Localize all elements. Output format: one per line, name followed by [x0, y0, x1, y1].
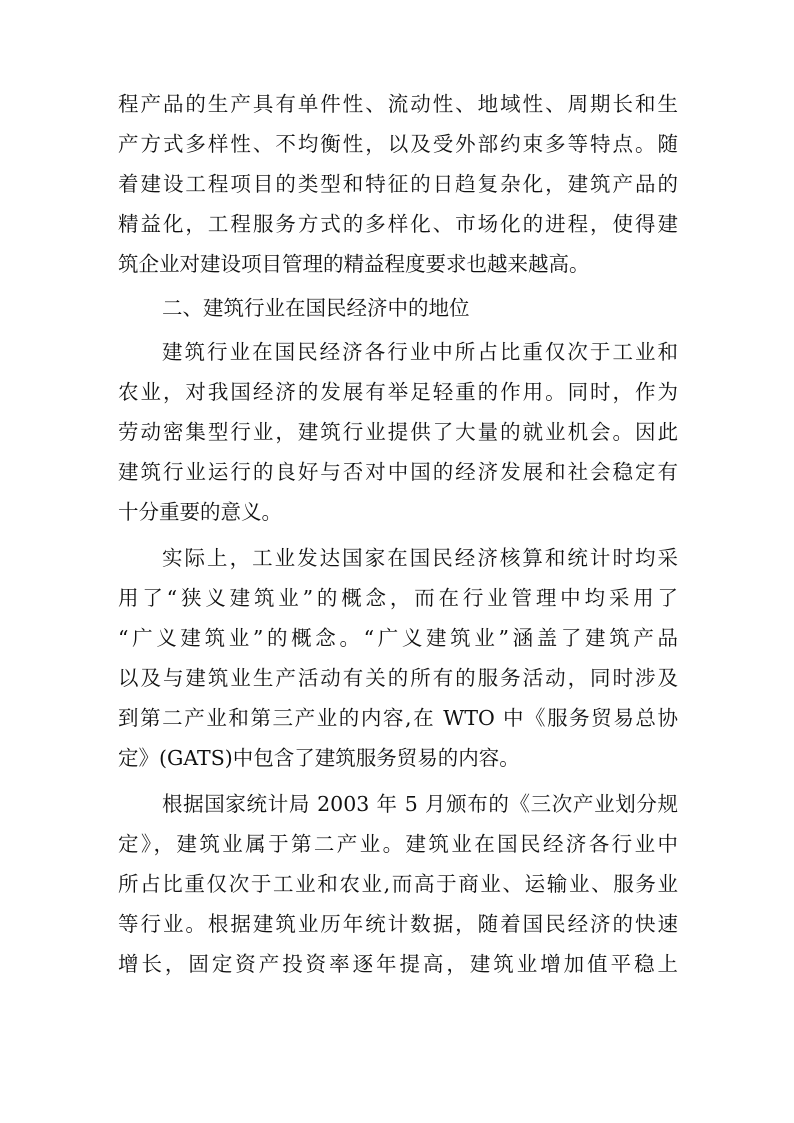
paragraph-line: 精益化，工程服务方式的多样化、市场化的进程，使得建 [118, 212, 678, 236]
paragraph-line: 实际上，工业发达国家在国民经济核算和统计时均采 [162, 546, 678, 570]
paragraph-line: 劳动密集型行业，建筑行业提供了大量的就业机会。因此 [118, 420, 678, 444]
paragraph-line: 着建设工程项目的类型和特征的日趋复杂化，建筑产品的 [118, 172, 678, 196]
section-heading: 二、建筑行业在国民经济中的地位 [162, 296, 470, 320]
paragraph-line: 十分重要的意义。 [118, 500, 282, 524]
paragraph-line: 用了“狭义建筑业”的概念，而在行业管理中均采用了 [118, 586, 678, 610]
paragraph-line: “广义建筑业”的概念。“广义建筑业”涵盖了建筑产品 [118, 626, 678, 650]
paragraph-line: 定》，建筑业属于第二产业。建筑业在国民经济各行业中 [118, 832, 678, 856]
paragraph-line: 根据国家统计局 2003 年 5 月颁布的《三次产业划分规 [162, 792, 678, 816]
paragraph-line: 建筑行业在国民经济各行业中所占比重仅次于工业和 [162, 340, 678, 364]
paragraph-line: 所占比重仅次于工业和农业,而高于商业、运输业、服务业 [118, 872, 678, 896]
paragraph-line: 以及与建筑业生产活动有关的所有的服务活动，同时涉及 [118, 666, 678, 690]
paragraph-line: 程产品的生产具有单件性、流动性、地域性、周期长和生 [118, 92, 678, 116]
paragraph-line: 农业，对我国经济的发展有举足轻重的作用。同时，作为 [118, 380, 678, 404]
paragraph-line: 筑企业对建设项目管理的精益程度要求也越来越高。 [118, 252, 590, 276]
paragraph-line: 到第二产业和第三产业的内容,在 WTO 中《服务贸易总协 [118, 706, 678, 730]
paragraph-3 [118, 538, 678, 778]
paragraph-line: 增长，固定资产投资率逐年提高，建筑业增加值平稳上 [118, 952, 678, 976]
paragraph-line: 定》(GATS)中包含了建筑服务贸易的内容。 [118, 746, 520, 770]
paragraph-line: 建筑行业运行的良好与否对中国的经济发展和社会稳定有 [118, 460, 678, 484]
document-page [118, 84, 678, 984]
paragraph-line: 产方式多样性、不均衡性，以及受外部约束多等特点。随 [118, 132, 678, 156]
paragraph-4 [118, 784, 678, 984]
paragraph-2 [118, 332, 678, 532]
paragraph-1 [118, 84, 678, 284]
paragraph-line: 等行业。根据建筑业历年统计数据，随着国民经济的快速 [118, 912, 678, 936]
